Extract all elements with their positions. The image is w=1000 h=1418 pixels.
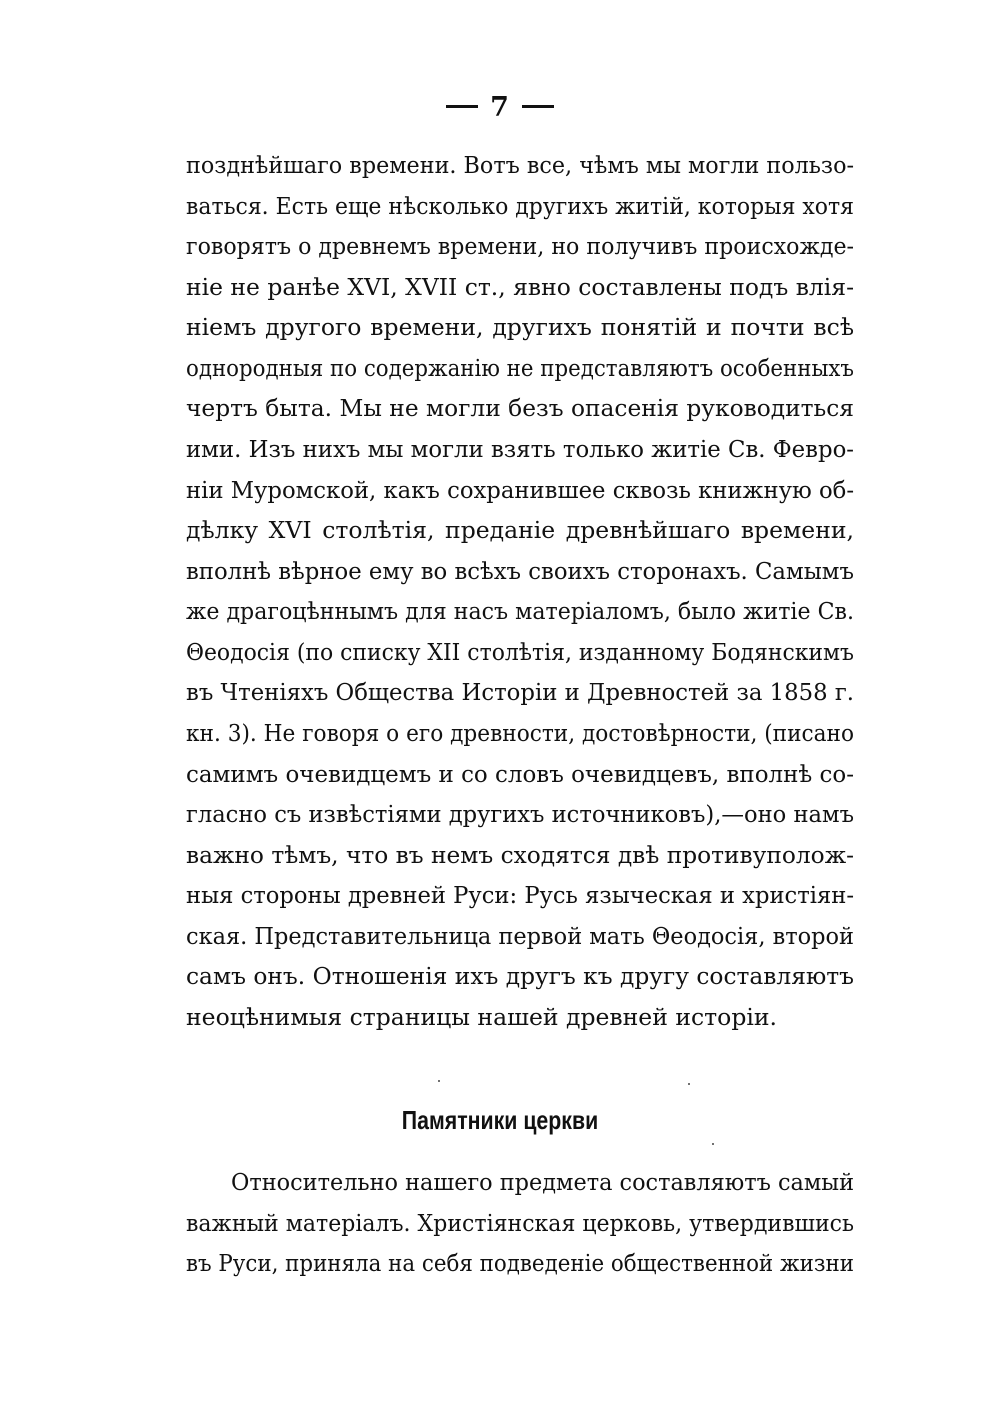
dash-right	[522, 105, 554, 108]
page-number	[0, 92, 1000, 123]
print-speck	[688, 1083, 690, 1085]
page-number-value: 7	[490, 92, 510, 123]
text-line: ими. Изъ нихъ мы могли взять только житіе Св. Февро-	[186, 435, 854, 463]
text-line: кн. 3). Не говоря о его древности, достовѣрности, (писано	[186, 719, 854, 747]
text-line: самимъ очевидцемъ и со словъ очевидцевъ, вполнѣ со-	[186, 760, 854, 788]
section-heading: Памятники церкви	[401, 1105, 599, 1135]
text-line: чертъ быта. Мы не могли безъ опасенія руководиться	[186, 394, 854, 422]
text-line: однородныя по содержанію не представляютъ особенныхъ	[186, 354, 854, 382]
text-line: ніемъ другого времени, другихъ понятій и почти всѣ	[186, 313, 854, 341]
text-line: ныя стороны древней Руси: Русь языческая и христіян-	[186, 881, 854, 909]
text-line: ніе не ранѣе XVI, XVII ст., явно составлены подъ влія-	[186, 273, 854, 301]
text-line: ская. Представительница первой мать Θеодосія, второй	[186, 922, 854, 950]
text-line: вполнѣ вѣрное ему во всѣхъ своихъ сторонахъ. Самымъ	[186, 557, 854, 585]
text-line: самъ онъ. Отношенія ихъ другъ къ другу составляютъ	[186, 962, 854, 990]
text-line: же драгоцѣннымъ для насъ матеріаломъ, было житіе Св.	[186, 597, 854, 625]
text-line: позднѣйшаго времени. Вотъ все, чѣмъ мы могли пользо-	[186, 151, 854, 179]
dash-left	[446, 105, 478, 108]
text-line: ваться. Есть еще нѣсколько другихъ житій, которыя хотя	[186, 192, 854, 220]
text-line: Θеодосія (по списку XII столѣтія, изданному Бодянскимъ	[186, 638, 854, 666]
print-speck	[712, 1143, 714, 1145]
text-line: неоцѣнимыя страницы нашей древней исторіи.	[186, 1003, 778, 1031]
text-line: Относительно нашего предмета составляютъ самый	[231, 1168, 854, 1196]
text-line: говорятъ о древнемъ времени, но получивъ происхожде-	[186, 232, 854, 260]
text-line: важно тѣмъ, что въ немъ сходятся двѣ противуполож-	[186, 841, 854, 869]
text-line: важный матеріалъ. Христіянская церковь, утвердившись	[186, 1209, 854, 1237]
text-line: гласно съ извѣстіями другихъ источниковъ),—оно намъ	[186, 800, 854, 828]
text-line: дѣлку XVI столѣтія, преданіе древнѣйшаго времени,	[186, 516, 854, 544]
text-line: въ Чтеніяхъ Общества Исторіи и Древностей за 1858 г.	[186, 678, 854, 706]
text-line: въ Руси, приняла на себя подведеніе общественной жизни	[186, 1249, 854, 1277]
text-line: ніи Муромской, какъ сохранившее сквозь книжную об-	[186, 476, 854, 504]
print-speck	[438, 1080, 440, 1082]
